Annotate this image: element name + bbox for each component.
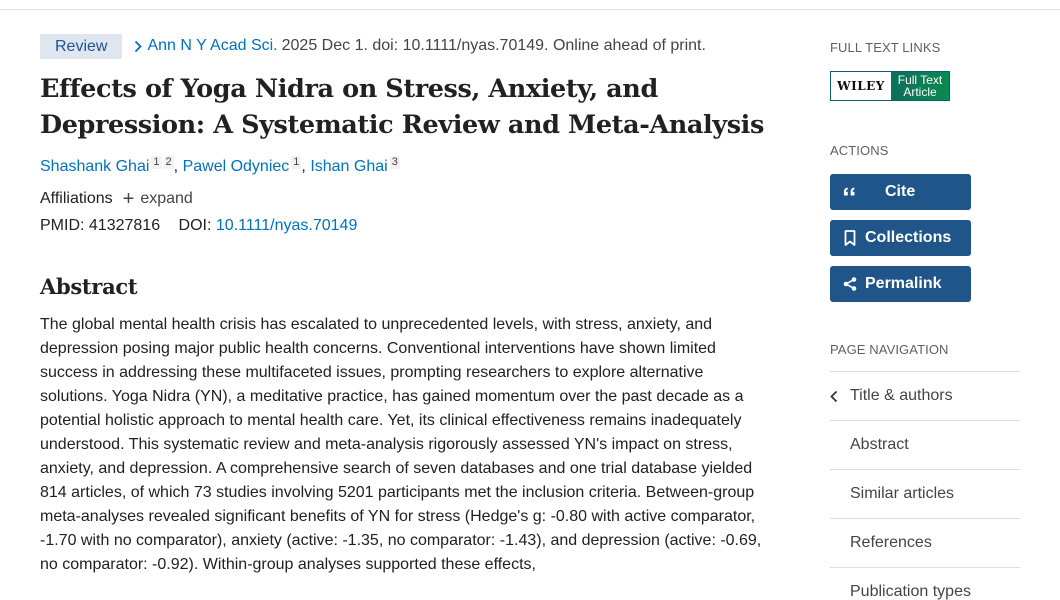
affiliation-ref[interactable]: 1 [293,156,300,168]
full-text-line1: Full Text [897,73,943,87]
affiliation-ref[interactable]: 3 [391,156,398,168]
nav-item-label: Similar articles [850,485,955,502]
journal-link[interactable]: Ann N Y Acad Sci. [147,37,278,54]
affiliations-row [40,187,770,211]
affiliation-ref[interactable]: 1 [153,156,160,168]
share-icon [840,277,860,291]
nav-item-publication-types[interactable] [830,568,1020,600]
abstract-text: The global mental health crisis has escalated to unprecedented levels, with stress, anxiety, and depression posing major public health concerns. Conventional interventions have shown limited success in addressing these multifaceted issues, prompting researchers to explore alternative solutions. Yoga Nidra (YN), a meditative practice, has gained momentum over the past decade as a potential holistic approach to mental health care. Yet, its clinical effectiveness remains inadequately understood. This systematic review and meta-analysis rigorously assessed YN's impact on stress, anxiety, and depression. A comprehensive search of seven databases and one trial database yielded 814 articles, of which 73 studies involving 5201 participants met the inclusion criteria. Between-group meta-analyses revealed significant benefits of YN for stress (Hedge's g: -0.80 with active comparator, -1.70 with no comparator), anxiety (active: -1.35, no comparator: -1.43), and depression (active: -0.69, no comparator: -0.92). Within-group analyses supported these effects, [40,316,762,573]
affiliations-expand-button[interactable] [123,187,193,211]
doi-link[interactable]: 10.1111/nyas.70149 [215,217,358,234]
article-main [40,33,770,577]
identifiers-row [40,214,770,238]
header-divider [0,9,1060,10]
nav-item-label: Abstract [850,436,909,453]
abstract-heading: Abstract [40,274,138,299]
plus-icon: + [122,188,135,210]
collections-label: Collections [865,229,952,246]
article-title: Effects of Yoga Nidra on Stress, Anxiety, and Depression: A Systematic Review and Meta-Analysis [40,74,764,140]
collections-button[interactable] [830,220,971,256]
citation-line [40,33,770,59]
full-text-article-badge [891,72,949,100]
author-link[interactable]: Shashank Ghai [40,158,150,175]
citation-details: 2025 Dec 1. doi: 10.1111/nyas.70149. Online ahead of print. [281,37,706,54]
nav-item-label: References [850,534,932,551]
nav-item-title-authors[interactable] [830,372,1020,421]
actions-heading: ACTIONS [830,143,889,158]
publication-type-badge: Review [40,34,122,59]
affiliation-ref[interactable]: 2 [165,156,172,168]
full-text-links-heading: FULL TEXT LINKS [830,40,941,55]
wiley-full-text-link[interactable] [830,71,950,101]
permalink-button[interactable] [830,266,971,302]
cite-button[interactable] [830,174,971,210]
pmid-value: 41327816 [88,217,161,234]
nav-item-label: Title & authors [850,387,953,404]
affiliations-label: Affiliations [40,190,113,207]
doi-label: DOI: [178,217,212,234]
page-navigation-heading: PAGE NAVIGATION [830,342,949,357]
sidebar [830,40,1020,600]
permalink-label: Permalink [865,275,942,292]
pmid-label: PMID: [40,217,85,234]
expand-label: expand [140,190,193,207]
author-separator: , [301,158,306,175]
authors-list [40,155,770,179]
full-text-line2: Article [903,85,937,99]
nav-item-similar-articles[interactable] [830,470,1020,519]
chevron-right-icon[interactable] [134,40,142,53]
nav-item-references[interactable] [830,519,1020,568]
bookmark-icon [840,230,860,246]
nav-item-label: Publication types [850,583,971,600]
cite-label: Cite [885,183,916,200]
wiley-logo: WILEY [831,72,891,100]
author-link[interactable]: Ishan Ghai [310,158,388,175]
nav-item-abstract[interactable] [830,421,1020,470]
author-separator: , [173,158,179,175]
chevron-left-icon [830,372,838,421]
author-link[interactable]: Pawel Odyniec [182,158,290,175]
page-navigation [830,371,1020,600]
quote-icon [840,187,860,197]
